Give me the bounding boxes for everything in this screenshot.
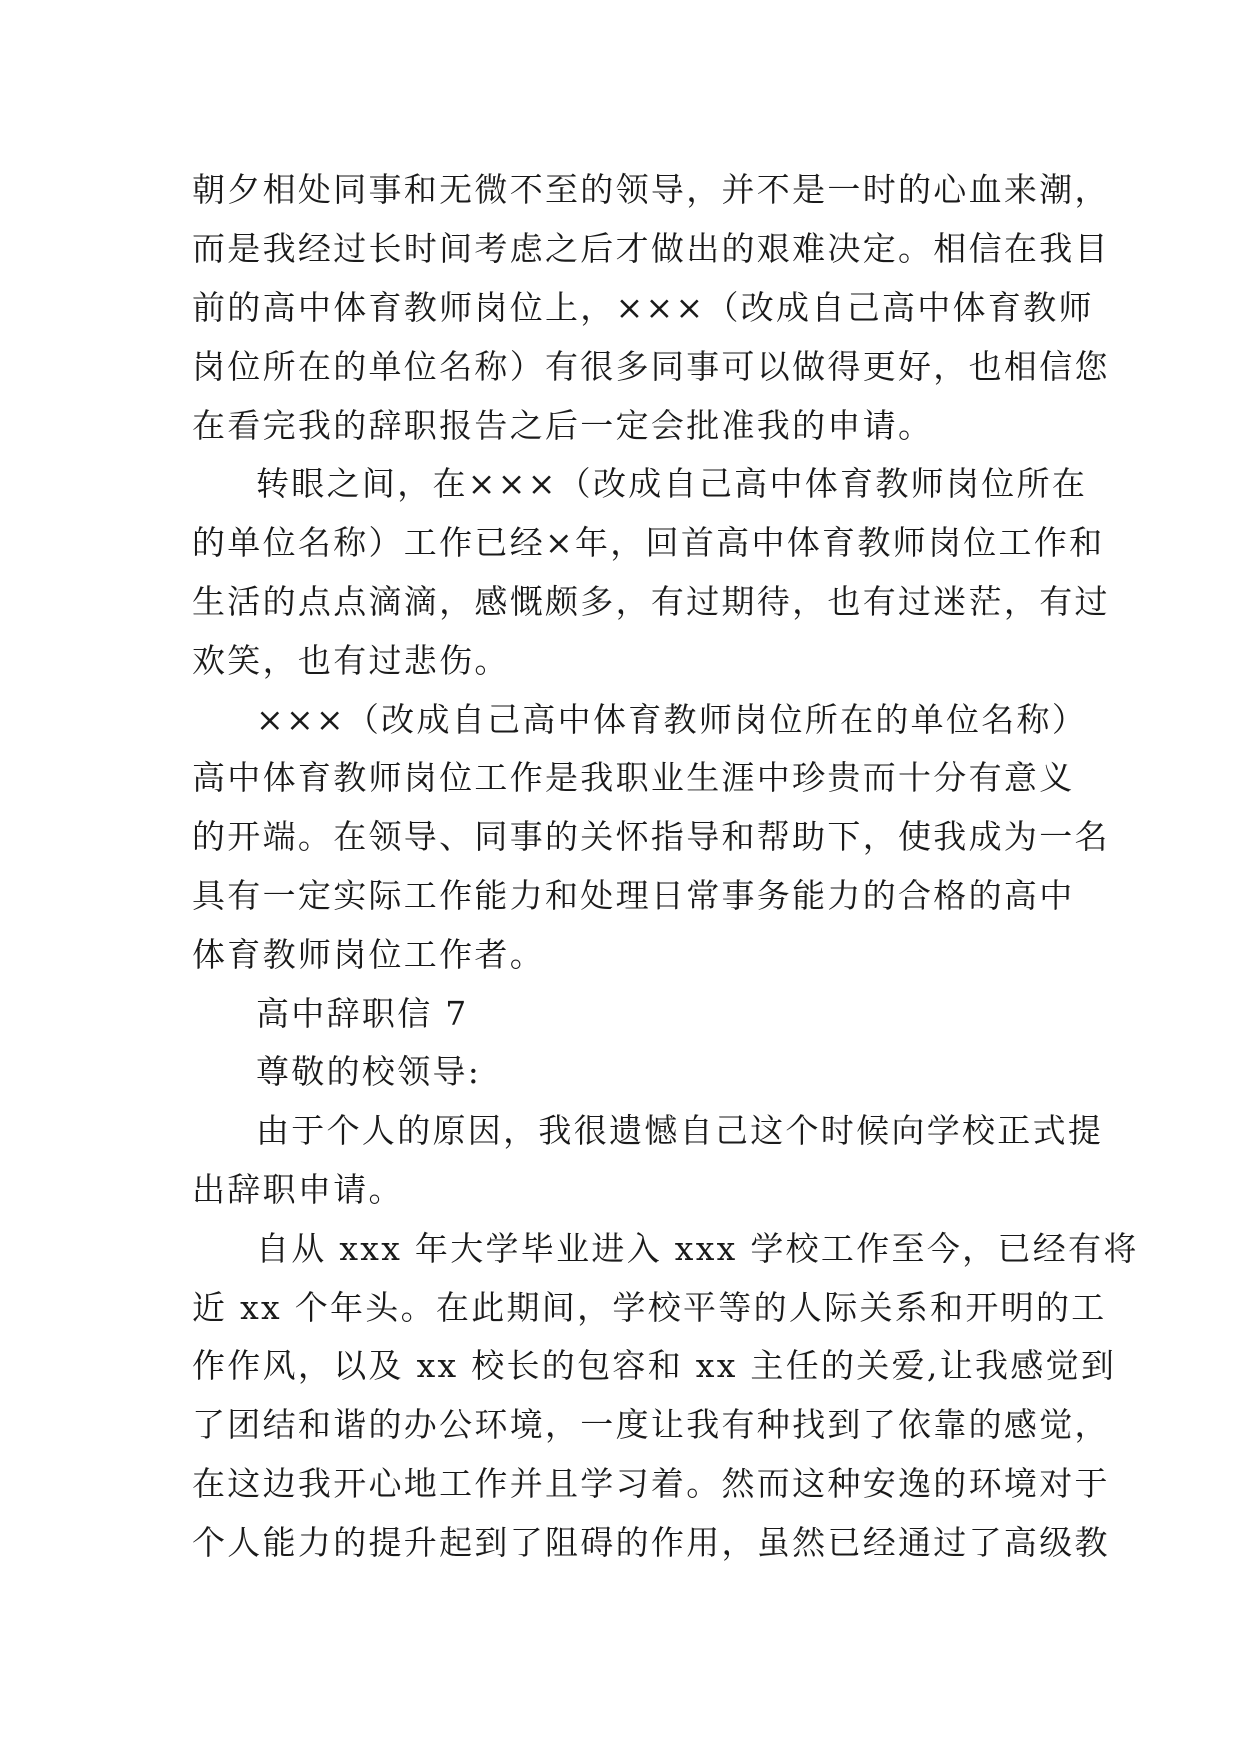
text-line-12: 的开端。在领导、同事的关怀指导和帮助下，使我成为一名	[192, 817, 1110, 856]
text-line-14: 体育教师岗位工作者。	[192, 935, 545, 974]
text-line-3: 前的高中体育教师岗位上，×××（改成自己高中体育教师	[192, 288, 1094, 327]
text-line-8: 生活的点点滴滴，感慨颇多，有过期待，也有过迷茫，有过	[192, 582, 1110, 621]
text-line-9: 欢笑，也有过悲伤。	[192, 641, 510, 680]
text-line-1: 朝夕相处同事和无微不至的领导，并不是一时的心血来潮，	[192, 170, 1110, 209]
text-line-24: 个人能力的提升起到了阻碍的作用，虽然已经通过了高级教	[192, 1523, 1110, 1562]
text-line-22: 了团结和谐的办公环境，一度让我有种找到了依靠的感觉，	[192, 1405, 1110, 1444]
text-line-21: 作作风，以及 xx 校长的包容和 xx 主任的关爱,让我感觉到	[192, 1346, 1117, 1385]
text-line-5: 在看完我的辞职报告之后一定会批准我的申请。	[192, 406, 934, 445]
text-line-6: 转眼之间，在×××（改成自己高中体育教师岗位所在	[256, 464, 1088, 503]
text-line-4: 岗位所在的单位名称）有很多同事可以做得更好，也相信您	[192, 347, 1110, 386]
text-line-7: 的单位名称）工作已经×年，回首高中体育教师岗位工作和	[192, 523, 1105, 562]
text-line-23: 在这边我开心地工作并且学习着。然而这种安逸的环境对于	[192, 1464, 1110, 1503]
text-line-19: 自从 xxx 年大学毕业进入 xxx 学校工作至今，已经有将	[256, 1229, 1139, 1268]
text-line-18: 出辞职申请。	[192, 1170, 404, 1209]
text-line-13: 具有一定实际工作能力和处理日常事务能力的合格的高中	[192, 876, 1075, 915]
salutation: 尊敬的校领导:	[256, 1052, 482, 1091]
text-line-11: 高中体育教师岗位工作是我职业生涯中珍贵而十分有意义	[192, 758, 1075, 797]
text-line-2: 而是我经过长时间考虑之后才做出的艰难决定。相信在我目	[192, 229, 1110, 268]
text-line-17: 由于个人的原因，我很遗憾自己这个时候向学校正式提	[256, 1111, 1104, 1150]
section-heading: 高中辞职信 7	[256, 994, 469, 1033]
text-line-10: ×××（改成自己高中体育教师岗位所在的单位名称）	[256, 700, 1088, 739]
text-line-20: 近 xx 个年头。在此期间，学校平等的人际关系和开明的工	[192, 1288, 1107, 1327]
